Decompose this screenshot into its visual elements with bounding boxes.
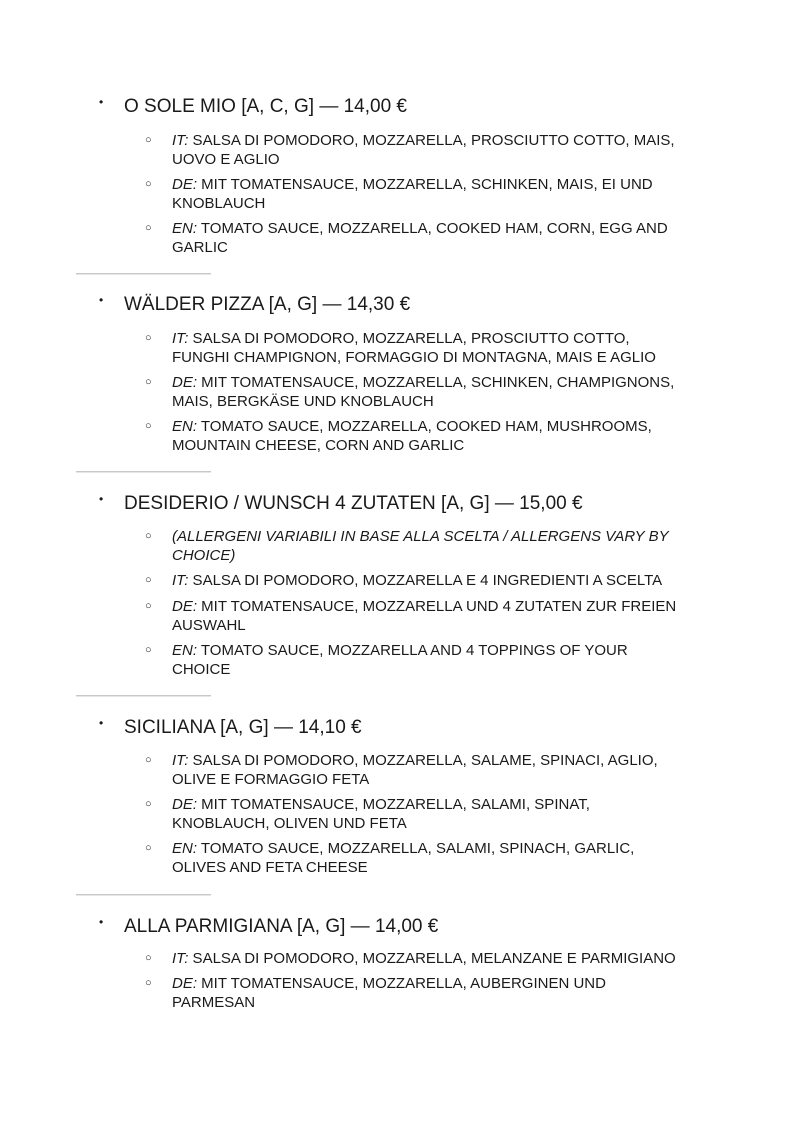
ingredient-description: TOMATO SAUCE, MOZZARELLA AND 4 TOPPINGS OF YOUR CHOICE: [172, 642, 628, 678]
ingredient-text: [172, 974, 717, 1012]
section-divider: [76, 471, 211, 473]
ingredient-description: MIT TOMATENSAUCE, MOZZARELLA, SALAMI, SPINAT, KNOBLAUCH, OLIVEN UND FETA: [172, 796, 590, 832]
ingredient-description: SALSA DI POMODORO, MOZZARELLA, SALAME, SPINACI, AGLIO, OLIVE E FORMAGGIO FETA: [172, 752, 658, 788]
pizza-title: O SOLE MIO [A, C, G] — 14,00 €: [124, 96, 407, 117]
ingredient-text: [172, 949, 717, 968]
language-label: EN:: [172, 418, 198, 435]
ingredient-text: [172, 571, 717, 590]
language-label: IT:: [172, 950, 189, 967]
ingredient-description: MIT TOMATENSAUCE, MOZZARELLA, AUBERGINEN UND PARMESAN: [172, 975, 606, 1011]
circle-bullet-icon: ○: [145, 178, 152, 190]
language-label: IT:: [172, 132, 189, 149]
circle-bullet-icon: ○: [145, 222, 152, 234]
pizza-title: SICILIANA [A, G] — 14,10 €: [124, 717, 362, 738]
pizza-heading: [0, 915, 700, 939]
ingredient-description: MIT TOMATENSAUCE, MOZZARELLA UND 4 ZUTATEN ZUR FREIEN AUSWAHL: [172, 598, 677, 634]
ingredient-description: TOMATO SAUCE, MOZZARELLA, SALAMI, SPINACH, GARLIC, OLIVES AND FETA CHEESE: [172, 840, 635, 876]
ingredient-text: [172, 751, 717, 789]
circle-bullet-icon: ○: [145, 530, 152, 542]
ingredient-text: [172, 417, 717, 455]
pizza-title: WÄLDER PIZZA [A, G] — 14,30 €: [124, 294, 411, 315]
language-label: EN:: [172, 840, 198, 857]
section-divider: [76, 273, 211, 275]
ingredient-text: [172, 329, 717, 367]
language-label: DE:: [172, 796, 198, 813]
ingredient-description: SALSA DI POMODORO, MOZZARELLA, PROSCIUTTO COTTO, FUNGHI CHAMPIGNON, FORMAGGIO DI MONTAGNA, MAIS E AGLIO: [172, 330, 656, 366]
ingredient-text: [172, 839, 717, 877]
pizza-heading: [0, 95, 700, 119]
ingredient-description: MIT TOMATENSAUCE, MOZZARELLA, SCHINKEN, CHAMPIGNONS, MAIS, BERGKÄSE UND KNOBLAUCH: [172, 374, 675, 410]
section-divider: [76, 695, 211, 697]
language-label: IT:: [172, 330, 189, 347]
language-label: DE:: [172, 374, 198, 391]
circle-bullet-icon: ○: [145, 952, 152, 964]
circle-bullet-icon: ○: [145, 977, 152, 989]
circle-bullet-icon: ○: [145, 798, 152, 810]
bullet-icon: •: [99, 95, 104, 109]
ingredient-text: [172, 527, 717, 565]
circle-bullet-icon: ○: [145, 842, 152, 854]
pizza-title: ALLA PARMIGIANA [A, G] — 14,00 €: [124, 916, 439, 937]
section-divider: [76, 894, 211, 896]
language-label: DE:: [172, 598, 198, 615]
ingredient-text: [172, 373, 717, 411]
ingredient-description: TOMATO SAUCE, MOZZARELLA, COOKED HAM, CORN, EGG AND GARLIC: [172, 220, 668, 256]
ingredient-description: MIT TOMATENSAUCE, MOZZARELLA, SCHINKEN, MAIS, EI UND KNOBLAUCH: [172, 176, 653, 212]
circle-bullet-icon: ○: [145, 332, 152, 344]
bullet-icon: •: [99, 915, 104, 929]
language-label: IT:: [172, 572, 189, 589]
language-label: IT:: [172, 752, 189, 769]
pizza-heading: [0, 716, 700, 740]
language-label: DE:: [172, 975, 198, 992]
ingredient-text: [172, 795, 717, 833]
language-label: EN:: [172, 642, 198, 659]
pizza-heading: [0, 492, 700, 516]
ingredient-description: TOMATO SAUCE, MOZZARELLA, COOKED HAM, MUSHROOMS, MOUNTAIN CHEESE, CORN AND GARLIC: [172, 418, 652, 454]
pizza-title: DESIDERIO / WUNSCH 4 ZUTATEN [A, G] — 15,00 €: [124, 493, 583, 514]
pizza-heading: [0, 293, 700, 317]
ingredient-text: [172, 597, 717, 635]
circle-bullet-icon: ○: [145, 600, 152, 612]
ingredient-description: SALSA DI POMODORO, MOZZARELLA, MELANZANE E PARMIGIANO: [188, 950, 676, 967]
circle-bullet-icon: ○: [145, 420, 152, 432]
ingredient-text: [172, 219, 717, 257]
allergen-note: (ALLERGENI VARIABILI IN BASE ALLA SCELTA / ALLERGENS VARY BY CHOICE): [172, 528, 669, 564]
bullet-icon: •: [99, 492, 104, 506]
language-label: EN:: [172, 220, 198, 237]
circle-bullet-icon: ○: [145, 754, 152, 766]
ingredient-text: [172, 131, 717, 169]
circle-bullet-icon: ○: [145, 134, 152, 146]
language-label: DE:: [172, 176, 198, 193]
ingredient-description: SALSA DI POMODORO, MOZZARELLA E 4 INGREDIENTI A SCELTA: [188, 572, 663, 589]
circle-bullet-icon: ○: [145, 376, 152, 388]
ingredient-text: [172, 175, 717, 213]
ingredient-text: [172, 641, 717, 679]
bullet-icon: •: [99, 716, 104, 730]
ingredient-description: SALSA DI POMODORO, MOZZARELLA, PROSCIUTTO COTTO, MAIS, UOVO E AGLIO: [172, 132, 675, 168]
circle-bullet-icon: ○: [145, 574, 152, 586]
bullet-icon: •: [99, 293, 104, 307]
circle-bullet-icon: ○: [145, 644, 152, 656]
